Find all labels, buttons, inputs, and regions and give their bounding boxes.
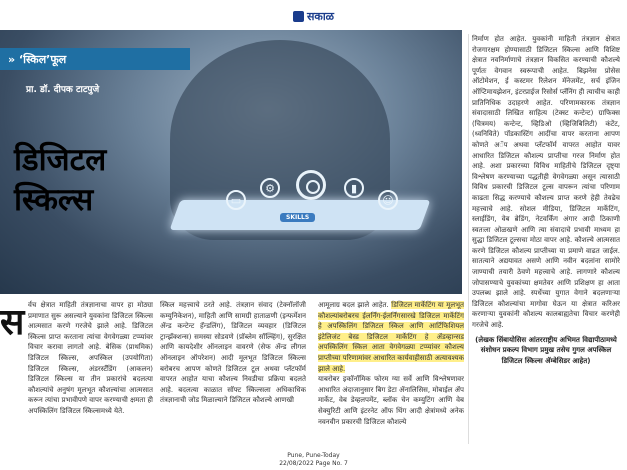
article-column-2	[160, 300, 306, 450]
article-column-1	[28, 300, 153, 450]
paragraph: स्किल महत्त्वाचे ठरते आहे. तंत्रज्ञान संवाद (टेक्नॉलॉजी कम्युनिकेशन), माहिती आणि सामग्री हाताळणी (इन्फर्मेशन ॲन्ड कन्टेन्ट हॅन्डलिंग), डिजिटल व्यवहार (डिजिटल ट्रान्झॅक्शन्स) समस्या सोडवणे (प्रॉब्लेम सॉल्व्हिंग), सुरक्षित आणि कायदेशीर ऑनलाइन वावरणे (सेफ ॲन्ड लीगल ऑनलाइन ऑपरेशन) आदी मूलभूत डिजिटल स्किल्स बरोबरच आपण कोणते डिजिटल टूल अथवा प्लॅटफॉर्म वापरत आहोत याचा कौशल्य निवडीचा प्रक्रिया बदलते आहे. बदलत्या काळात सॉफ्ट स्किल्सला अधिकाधिक तंत्रज्ञानाची जोड मिळाल्याने डिजिटल कौशल्ये आणखी	[160, 301, 306, 405]
skills-label: SKILLS	[280, 213, 315, 222]
highlighted-paragraph: डिजिटल मार्केटिंग या मूलभूत कौशल्यांबरोबरच ईलर्निंग-ईलर्निंगसारखे डिजिटल मार्केटिंग हे अपस्किलिंग डिजिटल स्किल आणि आर्टिफिशियल इंटेलिजंट बेस्ड डिजिटल मार्केटिंग हे ॲडव्हान्सड अपस्किलिंग स्किल आता वेगवेगळ्या टप्प्यांवर कौशल्य प्राप्तीच्या परिणामांवर आधारित कार्यवाहीसाठी अत्यावश्यक झाले आहे.	[318, 301, 464, 373]
footer	[0, 452, 627, 468]
paragraph: याबरोबर इकॉनॉमिक फोरम ग्या सर्वे आणि विश्लेषणावर आधारित अंदाजानुसार बिग डेटा ॲनालिसिस, मोबाईल ॲप मार्केट, वेब डेव्हलपमेंट, ब्लॉक चेन कम्युटिंग आणि वेब सेक्युरिटी आणि इंटरनेट ऑफ थिंग आदी क्षेत्रांमध्ये अनेक नवनवीन प्रकारची डिजिटल कौशल्ये	[318, 375, 464, 426]
logo-mark-icon	[293, 11, 304, 22]
paragraph: र्वच क्षेत्रात माहिती तंत्रज्ञानाचा वापर हा मोठ्या प्रमाणात सुरू असल्याने युवकांना डिजिटल स्किल्स आत्मसात करणे गरजेचे झाले आहे. डिजिटल स्किल्स प्राप्त करताना त्यांचा वेगवेगळ्या टप्प्यांवर विचार करावा लागतो आहे. बेसिक (प्राथमिक) डिजिटल स्किल्स, अपस्किल (उपयोगिता) डिजिटल स्किल्स, अंडरस्टँडिंग (आकलन) डिजिटल स्किल्स या तीन प्रकारांचे बदलत्या कौशल्यांचे अनुषंग मूलभूत कौशल्यांचा आत्मसात करून त्यांचा प्रभावीपणे वापर करण्याची क्षमता ही अपस्किलिंग डिजिटल स्किल्समध्ये येते.	[28, 301, 153, 415]
article-column-3	[318, 300, 464, 450]
bar-chart-icon: ▮	[344, 178, 364, 198]
article-column-4	[472, 34, 620, 414]
drop-cap: स	[0, 302, 25, 343]
footer-line-2: 22/08/2022 Page No. 7	[279, 460, 348, 467]
logo	[293, 9, 334, 24]
headline	[14, 140, 106, 220]
author-name: प्रा. डॉ. दीपक टाटपुजे	[26, 85, 100, 95]
headline-line-2: स्किल्स	[14, 182, 94, 218]
column-divider	[468, 34, 469, 444]
paragraph-intro: आमूलाग्र बदल झाले आहेत.	[318, 301, 389, 309]
column-banner: » ‘स्किल’फूल	[0, 48, 190, 70]
logo-text: सकाळ	[306, 10, 335, 23]
target-icon	[296, 170, 326, 200]
person-icon: ☺	[378, 190, 398, 210]
book-icon: ▭	[226, 190, 246, 210]
paragraph: निर्माण होत आहेत. युवकांनी माहिती तंत्रज्ञान क्षेत्रात रोजगारक्षम होण्यासाठी डिजिटल स्किल्स आणि विशिष्ट क्षेत्रात नवनिर्माणाचे तंत्रज्ञान विकसित करण्याची कौशल्ये पूर्णतः वेगवान स्वरूपाची आहेत. बिझनेस प्रोसेस ऑटोमेशन, ई कस्टमर रिलेशन मॅनेजमेंट, सर्च इंजिन ऑप्टिमायझेशन, इंटरप्राईज रिसोर्स प्लॅनिंग ही त्याचीच काही प्रातिनिधिक उदाहरणे आहेत. परिणामकारक तंत्रज्ञान संवादासाठी लिखित साहित्य (टेक्स्ट कन्टेन्ट) ग्राफिक्स (चित्रमय) कन्टेन्ट, व्हिडिओ (व्हिजिबिलिटी) कंटेंट, (ध्वनिविते) पॉडकास्टिंग आदींचा वापर करताना आपण कोणते अॅप अथवा प्लॅटफॉर्म वापरत आहोत यावर आधारित डिजिटल कौशल्य प्राप्तीचा गरज निर्माण होत आहे. अशा प्रकारच्या विविध माहितीचे डिजिटल दृष्ट्या विश्लेषण करण्याच्या पद्धतीही वेगवेगळ्या असून त्यासाठी विविध प्रकारची डिजिटल टूल्स वापरून त्यांचा परिणाम काढता सिद्ध करण्याचे कौशल्य प्राप्त करणे हेही तेवढेच महत्त्वाचे आहे. सोशल मीडिया, डिजिटल मार्केटिंग, स्लाईडिंग, वेब ब्रेडिंग, नेटवर्किंग अंगार आदी ठिकाणी स्वतःला ओळखणे आणि त्या संवादाचे प्रभावी माध्यम हा सुद्धा डिजिटल टूल्सचा मोठा वापर आहे. कौशल्ये आत्मसात करणे डिजिटल कौशल्य प्राप्तीच्या या प्रमाणे वाढत जाईल. सातत्याने अद्ययावत असणे आणि नवीन बदलांना सामोरे जाण्याची तयारी ठेवणे महत्त्वाचे आहे. लागणारे कौशल्य जोपासण्याचे युवकांच्या क्षमतेवर आणि प्रशिक्षण हा आता उपलब्ध झाले आहे. स्पर्धेच्या युगात वेगाने बदलणाऱ्या डिजिटल कौशल्यांचा मागोवा घेऊन या क्षेत्रात करिअर करणाऱ्या युवकांनी कौशल्य कालबाह्यतेचा विचार करणेही गरजेचे आहे.	[472, 35, 620, 330]
masthead	[0, 0, 627, 30]
headline-line-1: डिजिटल	[14, 142, 107, 178]
author-bio: (लेखक सिंबायोसिस आंतरराष्ट्रीय अभिमत विद्यापीठामध्ये संशोधन प्रकल्प विभाग प्रमुख तसेच गुगल अपस्किल डिजिटल स्किल्स ॲम्बेसिडर आहेत)	[475, 335, 617, 365]
footer-line-1: Pune, Pune-Today	[287, 452, 340, 459]
gear-brain-icon: ⚙	[260, 178, 280, 198]
